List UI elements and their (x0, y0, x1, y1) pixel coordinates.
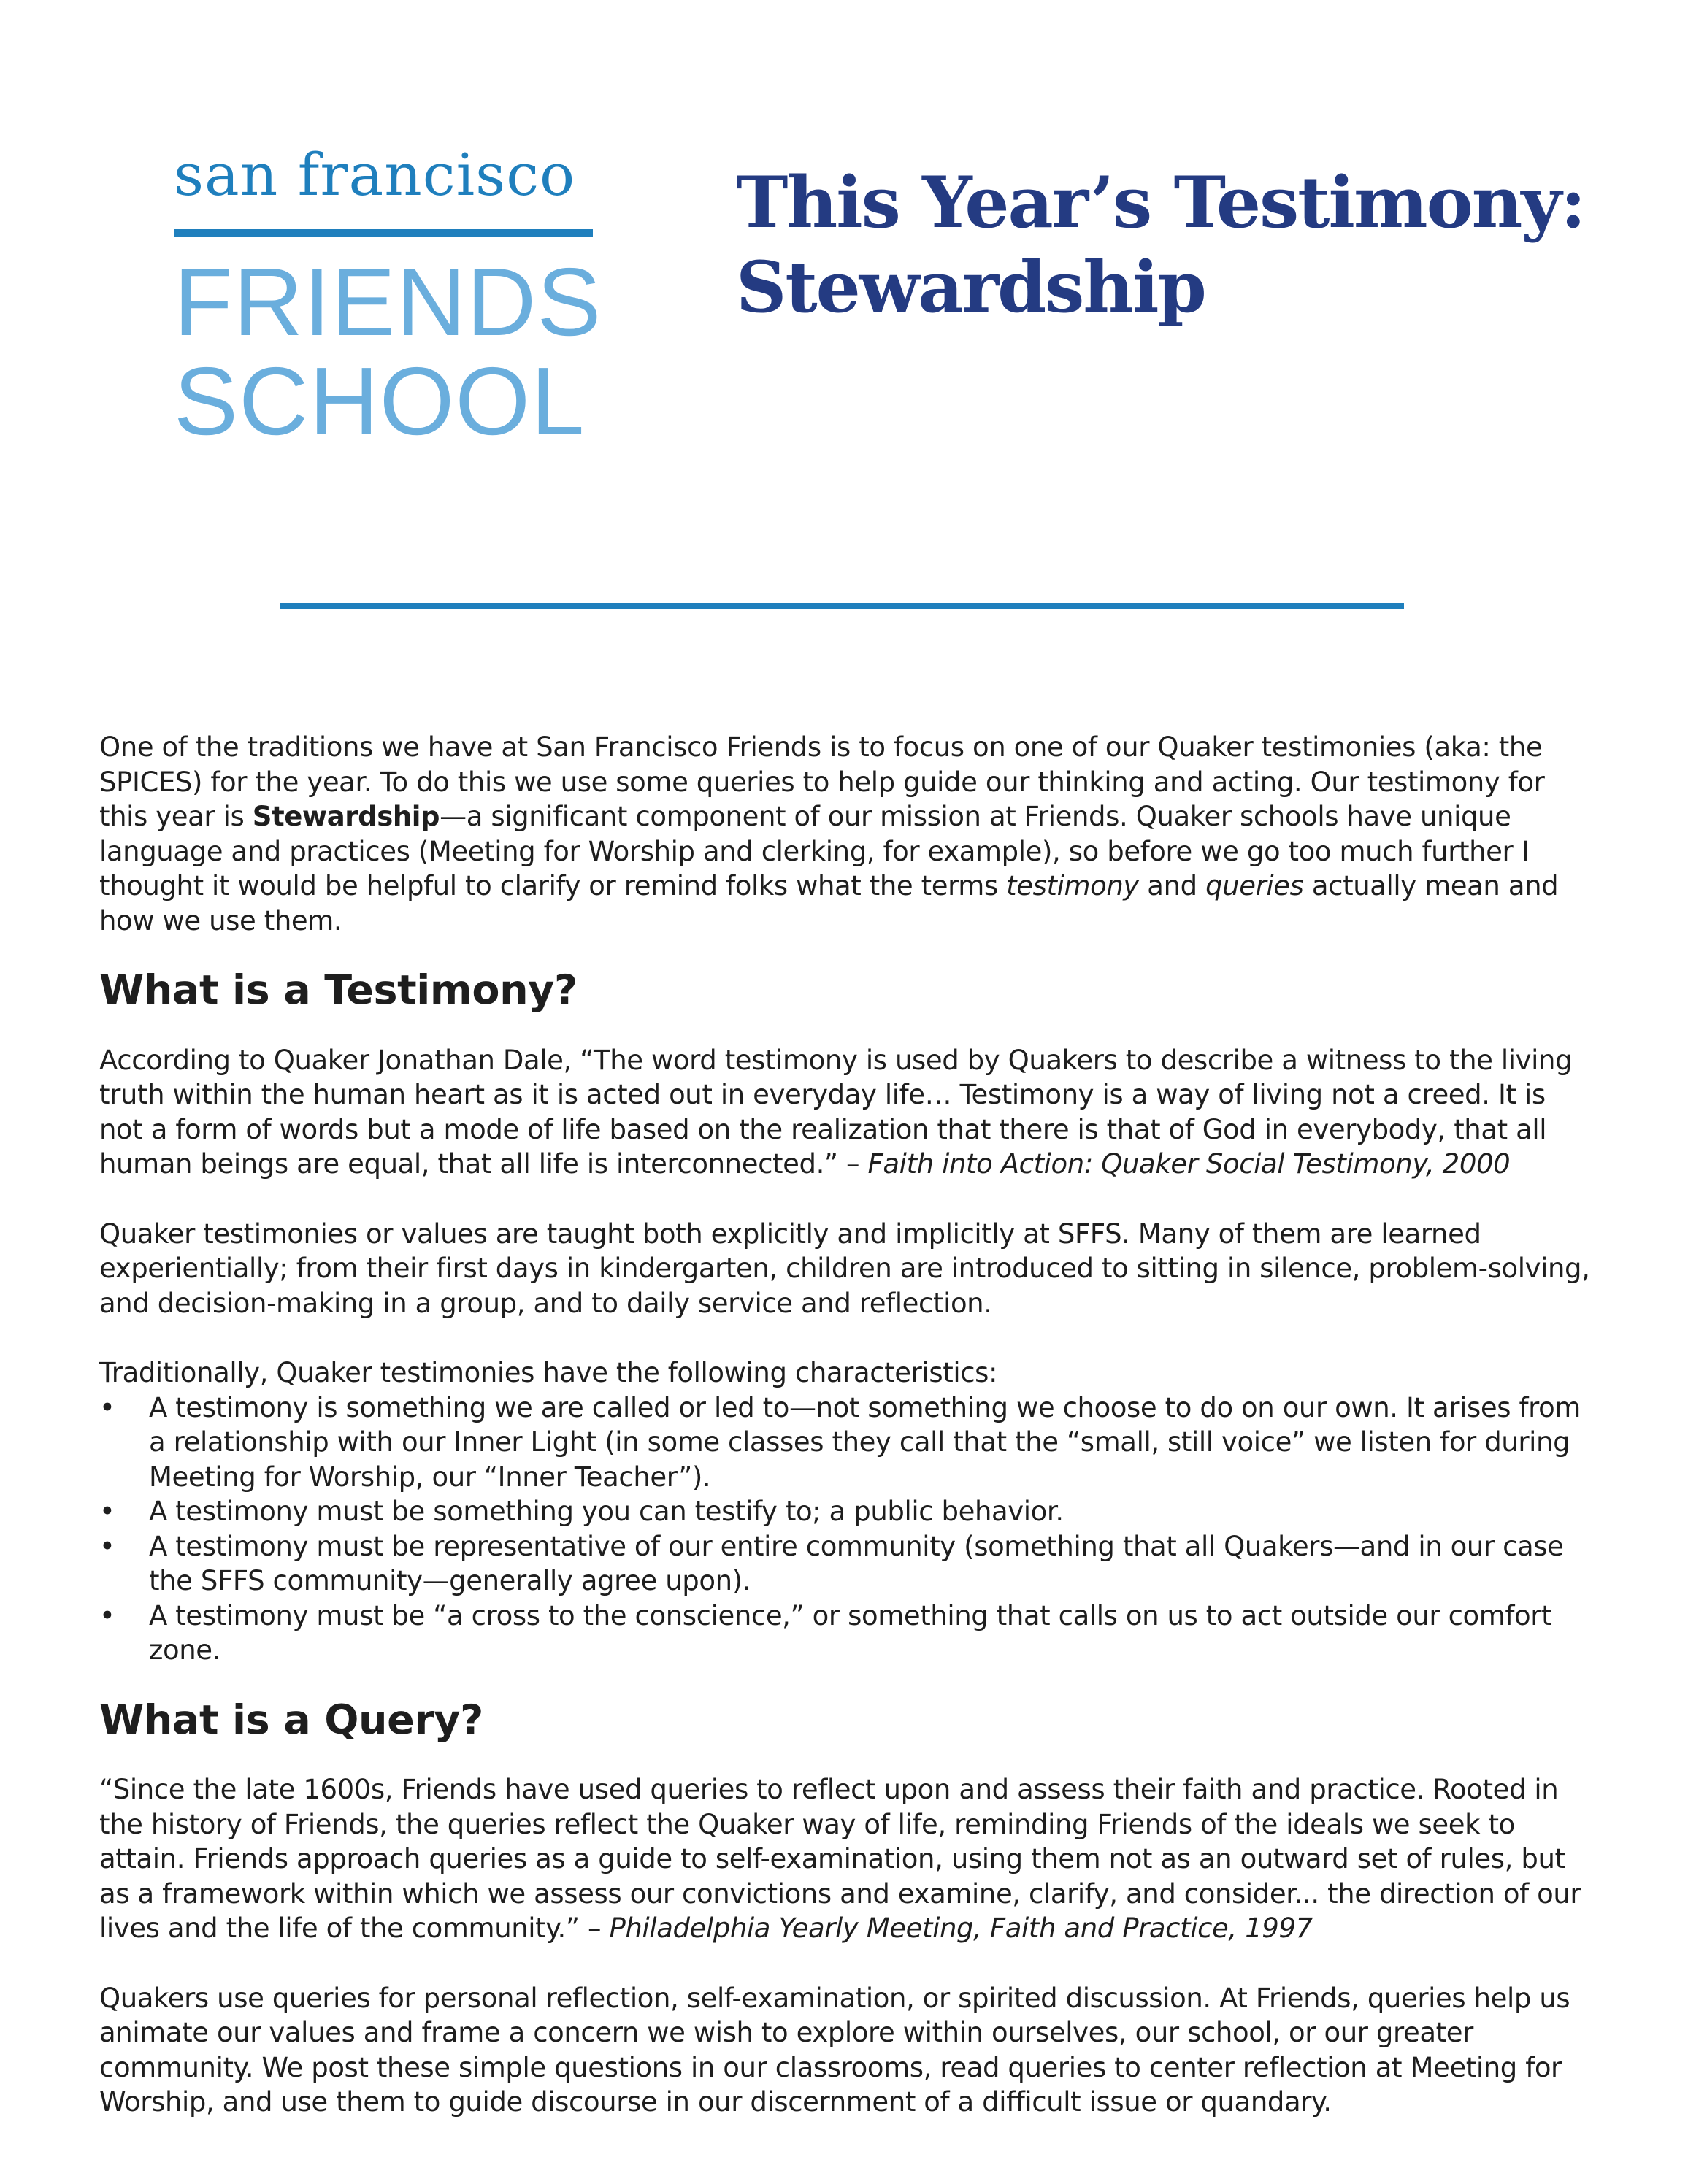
query-quote-paragraph (99, 1772, 1596, 1946)
intro-paragraph (99, 730, 1596, 938)
intro-text-2: —a significant component of our mission at Friends. Quaker schools have unique language and practices (Meeting for Worship and clerking, for example), so before we go too much further I thought it would be helpful to clarify or remind folks what the terms (99, 801, 1530, 901)
list-item: • A testimony must be something you can testify to; a public behavior. (99, 1494, 1596, 1529)
list-item: • A testimony must be “a cross to the conscience,” or something that calls on us to act outside our comfort zone. (99, 1599, 1596, 1668)
query-quote: “Since the late 1600s, Friends have used queries to reflect upon and assess their faith and practice. Rooted in the history of Friends, the queries reflect the Quaker way of life, reminding Friends of the ideals we seek to attain. Friends approach queries as a guide to self-examination, using them not as an outward set of rules, but as a framework within which we assess our convictions and examine, clarify, and consider... the direction of our lives and the life of the community.” – (99, 1774, 1581, 1944)
page-title (736, 161, 1585, 330)
intro-text-1: One of the traditions we have at San Francisco Friends is to focus on one of our Quaker testimonies (aka: the SPICES) for the year. To do this we use some queries to help guide our thinking and acting. Our testimony for this year is (99, 731, 1545, 832)
logo-line-school: SCHOOL (174, 347, 586, 455)
heading-what-is-query: What is a Query? (99, 1696, 483, 1744)
query-quote-source: Philadelphia Yearly Meeting, Faith and Practice, 1997 (609, 1912, 1313, 1944)
testimony-quote-paragraph (99, 1043, 1596, 1182)
query-paragraph-2: Quakers use queries for personal reflection, self-examination, or spirited discussion. At Friends, queries help us animate our values and frame a concern we wish to explore within ourselves, our school, or our greater community. We post these simple questions in our classrooms, read queries to center reflection at Meeting for Worship, and use them to guide discourse in our discernment of a difficult issue or quandary. (99, 1982, 1570, 2118)
logo-line-friends: FRIENDS (174, 248, 602, 355)
logo-line-san-francisco: san francisco (174, 141, 576, 209)
testimony-paragraph-2: Quaker testimonies or values are taught both explicitly and implicitly at SFFS. Many of them are learned experientially; from their first days in kindergarten, children are introduced to sitting in silence, problem-solving, and decision-making in a group, and to daily service and reflection. (99, 1218, 1590, 1319)
testimony-quote-source: Faith into Action: Quaker Social Testimony, 2000 (867, 1148, 1511, 1180)
intro-text-3: and (1138, 870, 1206, 901)
testimony-quote: According to Quaker Jonathan Dale, “The word testimony is used by Quakers to describe a witness to the living truth within the human heart as it is acted out in everyday life… Testimony is a way of living not a creed. It is not a form of words but a mode of life based on the realization that there is that of God in everybody, that all human beings are equal, that all life is interconnected.” – (99, 1044, 1573, 1180)
logo-rule (174, 229, 593, 237)
school-logo (174, 141, 602, 455)
heading-what-is-testimony: What is a Testimony? (99, 966, 578, 1014)
article-body (99, 730, 1596, 2120)
list-item: • A testimony must be representative of our entire community (something that all Quakers—and in our case the SFFS community—generally agree upon). (99, 1529, 1596, 1599)
page-title-line-1: This Year’s Testimony: (736, 161, 1585, 244)
page-title-line-2: Stewardship (736, 246, 1205, 328)
characteristics-intro: Traditionally, Quaker testimonies have the following characteristics: (99, 1357, 998, 1388)
intro-bold-stewardship: Stewardship (252, 801, 440, 832)
intro-text-4: actually mean and how we use them. (99, 870, 1559, 937)
characteristics-list (99, 1391, 1596, 1668)
intro-italic-testimony: testimony (1006, 870, 1139, 901)
header-divider (280, 603, 1404, 609)
intro-italic-queries: queries (1205, 870, 1304, 901)
list-item: • A testimony is something we are called or led to—not something we choose to do on our own. It arises from a relationship with our Inner Light (in some classes they call that the “small, still voice” we listen for during Meeting for Worship, our “Inner Teacher”). (99, 1391, 1596, 1495)
